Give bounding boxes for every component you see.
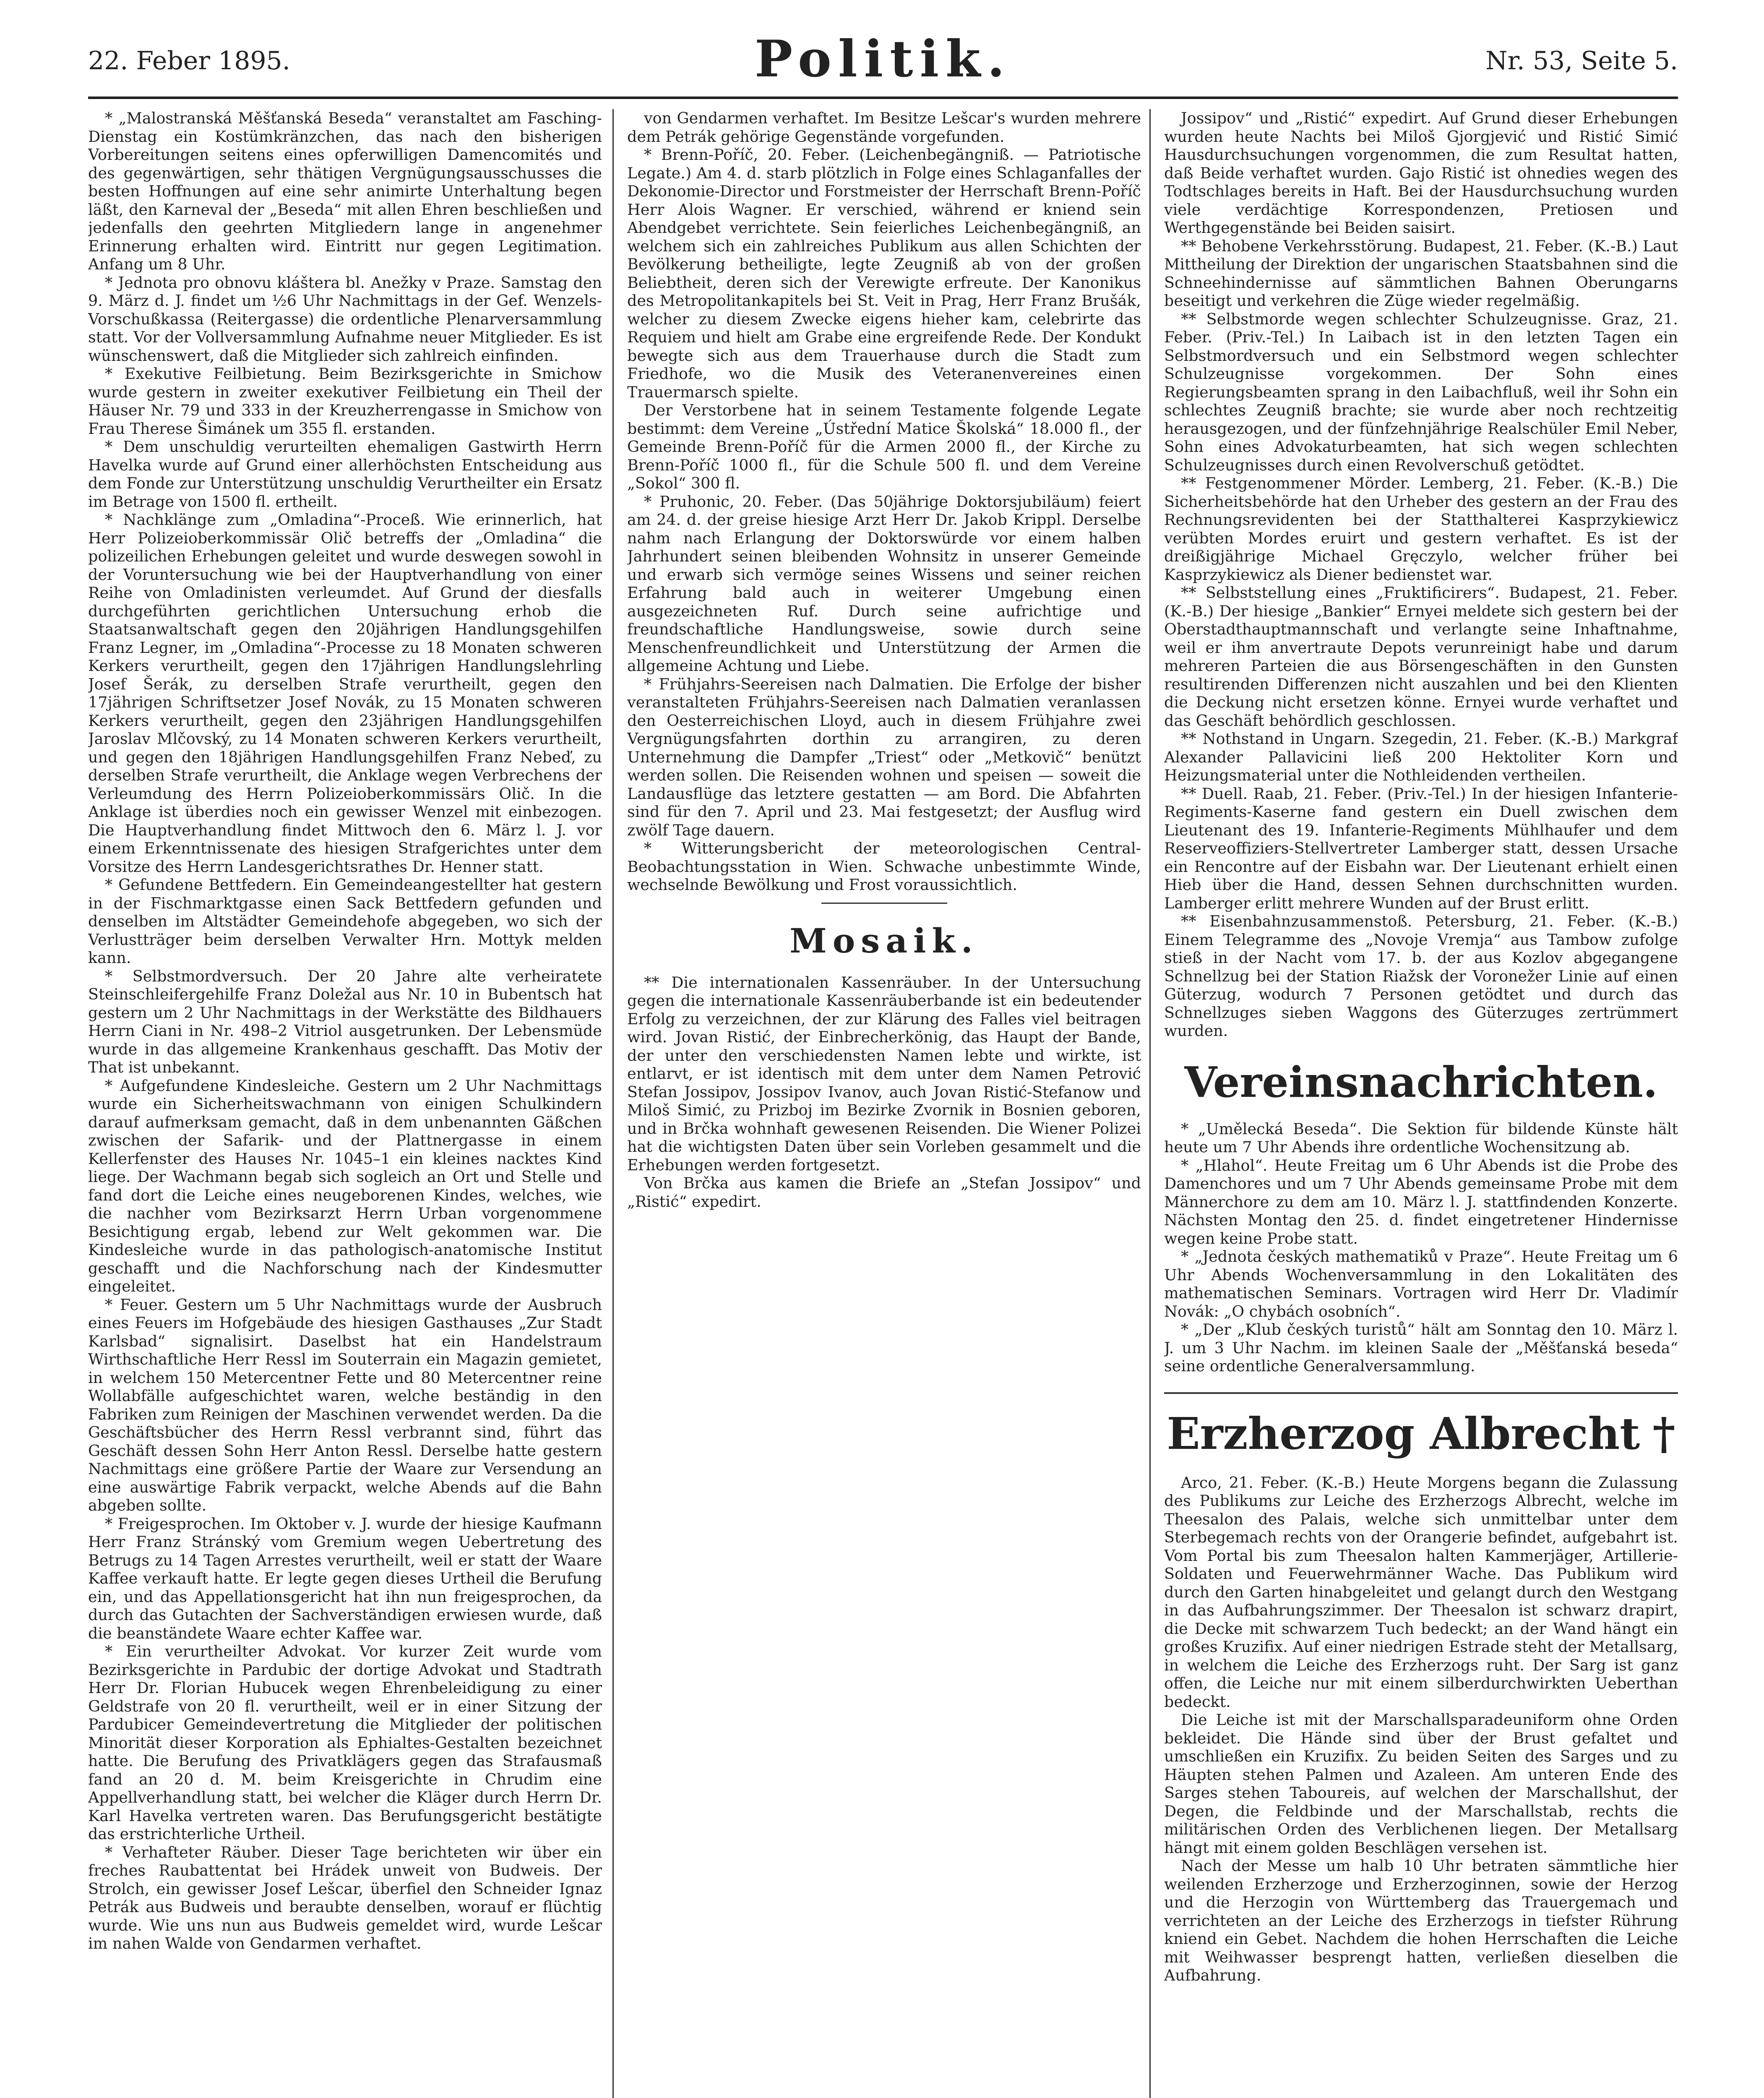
article: * Dem unschuldig verurteilten ehemaligen Gastwirth Herrn Havelka wurde auf Grund einer allerhöchsten Entscheidung aus dem Fonde zur Unterstützung unschuldig Verurtheilter ein Ersatz im Betrage von 1500 fl. ertheilt. [88, 438, 602, 511]
article: * Aufgefundene Kindesleiche. Gestern um 2 Uhr Nachmittags wurde ein Sicherheitswachmann von einigen Schulkindern darauf aufmerksam gemacht, daß in dem unbenannten Gäßchen zwischen der Safarik- und der Plattnergasse in einem Kellerfenster des Hauses Nr. 1045–1 ein kleines nacktes Kind liege. Der Wachmann begab sich sogleich an Ort und Stelle und fand dort die Leiche eines neugeborenen Kindes, welches, wie die nachher vom Bezirksarzt Herrn Urban vorgenommene Besichtigung ergab, lebend zur Welt gekommen war. Die Kindesleiche wurde in das pathologisch-anatomische Institut geschafft und die Nachforschung nach der Kindesmutter eingeleitet. [88, 1076, 602, 1295]
article: Nach der Messe um halb 10 Uhr betraten sämmtliche hier weilenden Erzherzoge und Erzherzoginnen, sowie der Herzog und die Herzogin von Württemberg das Trauergemach und verrichteten an der Leiche des Erzherzogs in tiefster Rührung kniend ein Gebet. Nachdem die hohen Herrschaften die Leiche mit Weihwasser besprengt hatten, verließen dieselben die Aufbahrung. [1164, 1857, 1678, 1984]
article: Jossipov“ und „Ristić“ expedirt. Auf Grund dieser Erhebungen wurden heute Nachts bei Miloš Gjorgjević und Ristić Simić Hausdurchsuchungen vorgenommen, die zum Resultat hatten, daß Beide verhaftet wurden. Gajo Ristić ist ohnedies wegen des Todtschlages bereits in Haft. Bei der Hausdurchsuchung wurden viele verdächtige Korrespondenzen, Pretiosen und Werthgegenstände bei Beiden saisirt. [1164, 109, 1678, 237]
article: Der Verstorbene hat in seinem Testamente folgende Legate bestimmt: dem Vereine „Ústřední Matice Školská“ 18.000 fl., der Gemeinde Brenn-Poříč für die Armen 2000 fl., der Kirche zu Brenn-Poříč 1000 fl., für die Schule 500 fl. und dem Vereine „Sokol“ 300 fl. [627, 401, 1141, 492]
article: * „Umělecká Beseda“. Die Sektion für bildende Künste hält heute um 7 Uhr Abends ihre ordentliche Wochensitzung ab. [1164, 1119, 1678, 1156]
article: * „Der „Klub českých turistů“ hält am Sonntag den 10. März l. J. um 3 Uhr Nachm. im kleinen Saale der „Měšťanská beseda“ seine ordentliche Generalversammlung. [1164, 1320, 1678, 1375]
article: * Selbstmordversuch. Der 20 Jahre alte verheiratete Steinschleifergehilfe Franz Doležal aus Nr. 10 in Bubentsch hat gestern um 2 Uhr Nachmittags in der Werkstätte des Bildhauers Herrn Ciani in Nr. 498–2 Vitriol ausgetrunken. Der Lebensmüde wurde in das allgemeine Krankenhaus geschafft. Das Motiv der That ist unbekannt. [88, 967, 602, 1076]
article: * Exekutive Feilbietung. Beim Bezirksgerichte in Smichow wurde gestern in zweiter exekutiver Feilbietung ein Theil der Häuser Nr. 79 und 333 in der Kreuzherrengasse in Smichow von Frau Therese Šimánek um 355 fl. erstanden. [88, 365, 602, 438]
mosaik-heading: Mosaik. [790, 921, 979, 960]
section-title: Politik. [754, 29, 1012, 89]
article: * „Jednota českých mathematiků v Praze“. Heute Freitag um 6 Uhr Abends Wochenversammlung in den Lokalitäten des mathematischen Seminars. Vortragen wird Herr Dr. Vladimír Novák: „O chybách osobních“. [1164, 1247, 1678, 1320]
article: ** Duell. Raab, 21. Feber. (Priv.-Tel.) In der hiesigen Infanterie-Regiments-Kaserne fand gestern ein Duell zwischen dem Lieutenant des 19. Infanterie-Regiments Mühlhaufer und dem Reserveoffiziers-Stellvertreter Lamberger statt, dessen Ursache ein Rencontre auf der Eisbahn war. Der Lieutenant erhielt einen Hieb über die Hand, dessen Sehnen durchschnitten wurden. Lamberger erlitt mehrere Wunden auf der Brust erlitt. [1164, 784, 1678, 912]
article: * Pruhonic, 20. Feber. (Das 50jährige Doktorsjubiläum) feiert am 24. d. der greise hiesige Arzt Herr Dr. Jakob Krippl. Derselbe nahm nach Erlangung der Doktorswürde vor einem halben Jahrhundert seinen bleibenden Wohnsitz in unserer Gemeinde und erwarb sich vermöge seines Wissens und seiner reichen Erfahrung bald auch in weiterer Umgebung einen ausgezeichneten Ruf. Durch seine aufrichtige und freundschaftliche Handlungsweise, sowie durch seine Menschenfreundlichkeit und Unterstützung der Armen die allgemeine Achtung und Liebe. [627, 492, 1141, 675]
vereinsnachrichten-heading: Vereinsnachrichten. [1184, 1057, 1658, 1107]
article: ** Eisenbahnzusammenstoß. Petersburg, 21. Feber. (K.-B.) Einem Telegramme des „Novoje Vremja“ aus Tambow zufolge stieß in der Nacht vom 17. b. der aus Kozlov abgegangene Schnellzug bei der Station Riažsk der Voronežer Linie auf einen Güterzug, wodurch 7 Personen getödtet und durch das Schnellzuges sieben Waggons des Güterzuges zertrümmert wurden. [1164, 912, 1678, 1040]
article: ** Selbstmorde wegen schlechter Schulzeugnisse. Graz, 21. Feber. (Priv.-Tel.) In Laibach ist in den letzten Tagen ein Selbstmordversuch und ein Selbstmord wegen schlechter Schulzeugnisse vorgekommen. Der Sohn eines Regierungsbeamten sprang in den Laibachfluß, weil ihr Sohn ein schlechtes Zeugniß brachte; sie wurde aber noch rechtzeitig herausgezogen, und der fünfzehnjährige Realschüler Emil Neber, Sohn eines Advokaturbeamten, hat sich wegen schlechten Schulzeugnisses durch einen Revolverschuß getödtet. [1164, 310, 1678, 474]
article: * Witterungsbericht der meteorologischen Central-Beobachtungsstation in Wien. Schwache unbestimmte Winde, wechselnde Bewölkung und Frost voraussichtlich. [627, 839, 1141, 894]
column-1 [88, 109, 602, 2098]
section-divider [821, 903, 947, 904]
column-divider [612, 109, 614, 2098]
article: ** Die internationalen Kassenräuber. In der Untersuchung gegen die internationale Kassenräuberbande ist ein bedeutender Erfolg zu verzeichnen, der zur Klärung des Falles viel beitragen wird. Jovan Ristić, der Einbrecherkönig, das Haupt der Bande, der unter den verschiedensten Namen lebte und wirkte, ist entlarvt, er ist identisch mit dem unter dem Namen Petrović Stefan Jossipov, Jossipov Ivanov, auch Jovan Ristić-Stefanow und Miloš Simić, zu Prizboj im Bezirke Zvornik in Bosnien geboren, und in Brčka wohnhaft gewesenen Reisenden. Die Wiener Polizei hat die wichtigsten Daten über sein Vorleben gesammelt und die Erhebungen werden fortgesetzt. [627, 973, 1141, 1174]
erzherzog-heading [1164, 1392, 1678, 1461]
issue-number: Nr. 53, Seite 5. [1485, 46, 1678, 76]
cross-icon: † [1652, 1407, 1675, 1459]
article: * Ein verurtheilter Advokat. Vor kurzer Zeit wurde vom Bezirksgerichte in Pardubic der dortige Advokat und Stadtrath Herr Dr. Florian Hubucek wegen Ehrenbeleidigung zu einer Geldstrafe von 20 fl. verurtheilt, weil er in einer Sitzung der Pardubicer Gemeindevertretung die Mitglieder der politischen Minorität dieser Korporation als Ephialtes-Gestalten bezeichnet hatte. Die Berufung des Privatklägers gegen das Strafausmaß fand an 20 d. M. beim Kreisgerichte in Chrudim eine Appellverhandlung statt, bei welcher die Kläger durch Herrn Dr. Karl Havelka vertreten waren. Das Berufungsgericht bestätigte das erstrichterliche Urtheil. [88, 1642, 602, 1843]
article: * Frühjahrs-Seereisen nach Dalmatien. Die Erfolge der bisher veranstalteten Frühjahrs-Seereisen nach Dalmatien veranlassen den Oesterreichischen Lloyd, auch in diesem Frühjahre zwei Vergnügungsfahrten dorthin zu arrangiren, zu deren Unternehmung die Dampfer „Triest“ oder „Metkovič“ benützt werden sollen. Die Reisenden wohnen und speisen — soweit die Landausflüge das letztere gestatten — am Bord. Die Abfahrten sind für den 7. April und 23. Mai festgesetzt; der Ausflug wird zwölf Tage dauern. [627, 675, 1141, 839]
article: ** Festgenommener Mörder. Lemberg, 21. Feber. (K.-B.) Die Sicherheitsbehörde hat den Urheber des gestern an der Frau des Rechnungsrevidenten bei der Statthalterei Kasprzykiewicz verübten Mordes eruirt und gestern verhaftet. Es ist der dreißigjährige Michael Gręczylo, welcher früher bei Kasprzykiewicz als Diener bedienstet war. [1164, 474, 1678, 584]
page-header [88, 29, 1678, 92]
column-divider [1149, 109, 1151, 2098]
article: ** Behobene Verkehrsstörung. Budapest, 21. Feber. (K.-B.) Laut Mittheilung der Direktion der ungarischen Staatsbahnen sind die Schneehindernisse auf sämmtlichen Bahnen Oberungarns beseitigt und verkehren die Züge wieder regelmäßig. [1164, 237, 1678, 310]
article: * Brenn-Poříč, 20. Feber. (Leichenbegängniß. — Patriotische Legate.) Am 4. d. starb plötzlich in Folge eines Schlaganfalles der Dekonomie-Director und Forstmeister der Herrschaft Brenn-Poříč Herr Alois Wagner. Er verschied, während er kniend sein Abendgebet verrichtete. Sein feierliches Leichenbegängniß, an welchem sich ein zahlreiches Publikum aus allen Schichten der Bevölkerung betheiligte, legte Zeugniß ab von der großen Beliebtheit, deren sich der Verewigte erfreute. Der Kanonikus des Metropolitankapitels bei St. Veit in Prag, Herr Franz Brušák, welcher zu diesem Zwecke eigens hieher kam, celebrirte das Requiem und hielt am Grabe eine ergreifende Rede. Der Kondukt bewegte sich aus dem Trauerhause durch die Stadt zum Friedhofe, wo die Musik des Veteranenvereines einen Trauermarsch spielte. [627, 146, 1141, 401]
column-3 [1164, 109, 1678, 2098]
article: ** Selbststellung eines „Fruktificirers“. Budapest, 21. Feber. (K.-B.) Der hiesige „Bankier“ Ernyei meldete sich gestern bei der Oberstadthauptmannschaft und verlangte seine Inhaftnahme, weil er ihm anvertraute Depots verunreinigt habe und darum mehreren Parteien die aus Börsengeschäften in den Gunsten resultirenden Differenzen nicht auszahlen und bei den Klienten die Deckung nicht ersetzen könne. Ernyei wurde verhaftet und das Geschäft behördlich geschlossen. [1164, 584, 1678, 730]
article: Von Brčka aus kamen die Briefe an „Stefan Jossipov“ und „Ristić“ expedirt. [627, 1174, 1141, 1211]
article: * Freigesprochen. Im Oktober v. J. wurde der hiesige Kaufmann Herr Franz Stránský vom Gremium wegen Uebertretung des Betrugs zu 14 Tagen Arrestes verurtheilt, weil er statt der Waare Kaffee verkauft hatte. Er legte gegen dieses Urtheil die Berufung ein, und das Appellationsgericht hat ihn nun freigesprochen, da durch das Gutachten der Sachverständigen erwiesen wurde, daß die beanständete Waare echter Kaffee war. [88, 1514, 602, 1642]
erzherzog-title: Erzherzog Albrecht [1167, 1407, 1640, 1459]
article: * „Hlahol“. Heute Freitag um 6 Uhr Abends ist die Probe des Damenchores und um 7 Uhr Abends gemeinsame Probe mit dem Männerchore zu dem am 10. März l. J. stattfindenden Konzerte. Nächsten Montag den 25. d. findet eingetretener Hindernisse wegen keine Probe statt. [1164, 1156, 1678, 1247]
article: Arco, 21. Feber. (K.-B.) Heute Morgens begann die Zulassung des Publikums zur Leiche des Erzherzogs Albrecht, welche im Theesalon des Palais, welche sich unmittelbar unter dem Sterbegemach rechts von der Orangerie befindet, aufgebahrt ist. Vom Portal bis zum Theesalon halten Kammerjäger, Artillerie-Soldaten und Feuerwehrmänner Wache. Das Publikum wird durch den Garten hinabgeleitet und gelangt durch den Westgang in das Aufbahrungszimmer. Der Theesalon ist schwarz drapirt, die Decke mit schwarzem Tuch bedeckt; an der Wand hängt ein großes Kruzifix. Auf einer niedrigen Estrade steht der Metallsarg, in welchem die Leiche des Erzherzogs ruht. Der Sarg ist ganz offen, die Leiche nur mit einem silberdurchwirkten Ueberthan bedeckt. [1164, 1473, 1678, 1711]
column-2 [627, 109, 1141, 2098]
issue-date: 22. Feber 1895. [88, 46, 290, 76]
header-rule [88, 97, 1678, 99]
article: * Jednota pro obnovu kláštera bl. Anežky v Praze. Samstag den 9. März d. J. findet um ½6 Uhr Nachmittags in der Gef. Wenzels-Vorschußkassa (Reitergasse) die ordentliche Plenarversammlung statt. Vor der Vollversammlung Aufnahme neuer Mitglieder. Es ist wünschenswert, daß die Mitglieder sich zahlreich einfinden. [88, 273, 602, 365]
article: von Gendarmen verhaftet. Im Besitze Lešcar's wurden mehrere dem Petrák gehörige Gegenstände vorgefunden. [627, 109, 1141, 146]
article: * Verhafteter Räuber. Dieser Tage berichteten wir über ein freches Raubattentat bei Hrádek unweit von Budweis. Der Strolch, ein gewisser Josef Lešcar, überfiel den Schneider Ignaz Petrák aus Budweis und beraubte denselben, worauf er flüchtig wurde. Wie uns nun aus Budweis gemeldet wird, wurde Lešcar im nahen Walde von Gendarmen verhaftet. [88, 1843, 602, 1952]
article: * Gefundene Bettfedern. Ein Gemeindeangestellter hat gestern in der Fischmarktgasse einen Sack Bettfedern gefunden und denselben im Altstädter Gemeindehofe abgegeben, wo sich der Verlustträger beim derselben Verwalter Hrn. Mottyk melden kann. [88, 876, 602, 967]
article: * Feuer. Gestern um 5 Uhr Nachmittags wurde der Ausbruch eines Feuers im Hofgebäude des hiesigen Gasthauses „Zur Stadt Karlsbad“ signalisirt. Daselbst hat ein Handelstraum Wirthschaftliche Herr Ressl im Souterrain ein Magazin gemietet, in welchem 150 Metercentner Fette und 80 Metercentner reine Wollabfälle aufgeschichtet waren, welche beständig in den Fabriken zum Reinigen der Maschinen verwendet werden. Da die Geschäftsbücher des Herrn Ressl verbrannt sind, führt das Geschäft dessen Sohn Herr Anton Ressl. Derselbe hatte gestern Nachmittags eine größere Partie der Waare zur Versendung an eine auswärtige Fabrik verpackt, welche Abends auf die Bahn abgeben sollte. [88, 1295, 602, 1514]
article: ** Nothstand in Ungarn. Szegedin, 21. Feber. (K.-B.) Markgraf Alexander Pallavicini ließ 200 Hektoliter Korn und Heizungsmaterial unter die Nothleidenden vertheilen. [1164, 730, 1678, 784]
article: Die Leiche ist mit der Marschallsparadeuniform ohne Orden bekleidet. Die Hände sind über der Brust gefaltet und umschließen ein Kruzifix. Zu beiden Seiten des Sarges und zu Häupten stehen Palmen und Azaleen. Am unteren Ende des Sarges stehen Taboureis, auf welchen der Marschallshut, der Degen, die Feldbinde und der Marschallstab, rechts die militärischen Orden des Verblichenen liegen. Der Metallsarg hängt mit einem golden Beschlägen versehen ist. [1164, 1711, 1678, 1857]
article: * Nachklänge zum „Omladina“-Proceß. Wie erinnerlich, hat Herr Polizeioberkommissär Olič betreffs der „Omladina“ die polizeilichen Erhebungen geleitet und wurde deswegen sowohl in der Voruntersuchung wie bei der Hauptverhandlung von einer Reihe von Omladinisten verleumdet. Auf Grund der diesfalls durchgeführten gerichtlichen Untersuchung erhob die Staatsanwaltschaft gegen den 20jährigen Handlungsgehilfen Franz Legner, im „Omladina“-Processe zu 18 Monaten schweren Kerkers verurtheilt, gegen den 17jährigen Handlungslehrling Josef Šerák, zu derselben Strafe verurtheilt, gegen den 17jährigen Schriftsetzer Josef Novák, zu 15 Monaten schweren Kerkers verurtheilt, gegen den 23jährigen Handlungsgehilfen Jaroslav Mlčovský, zu 14 Monaten schweren Kerkers verurtheilt, und gegen den 18jährigen Handlungsgehilfen Franz Nebeď, zu derselben Strafe verurtheilt, die Anklage wegen Verbrechens der Verleumdung des Herrn Polizeioberkommissärs Olič. In die Anklage ist überdies noch ein gewisser Wenzel mit einbezogen. Die Hauptverhandlung findet Mittwoch den 6. März l. J. vor einem Erkenntnissenate des hiesigen Strafgerichtes unter dem Vorsitze des Herrn Landesgerichtsrathes Dr. Henner statt. [88, 511, 602, 876]
article: * „Malostranská Měšťanská Beseda“ veranstaltet am Fasching-Dienstag ein Kostümkränzchen, das nach den bisherigen Vorbereitungen seitens eines opferwilligen Damencomités und des gegenwärtigen, sehr thätigen Vergnügungsausschusses die besten Hoffnungen auf eine sehr animirte Unterhaltung begen läßt, den Karneval der „Beseda“ mit allen Ehren beschließen und jedenfalls den geehrten Mitgliedern lange in angenehmer Erinnerung erhalten wird. Eintritt nur gegen Legitimation. Anfang um 8 Uhr. [88, 109, 602, 273]
